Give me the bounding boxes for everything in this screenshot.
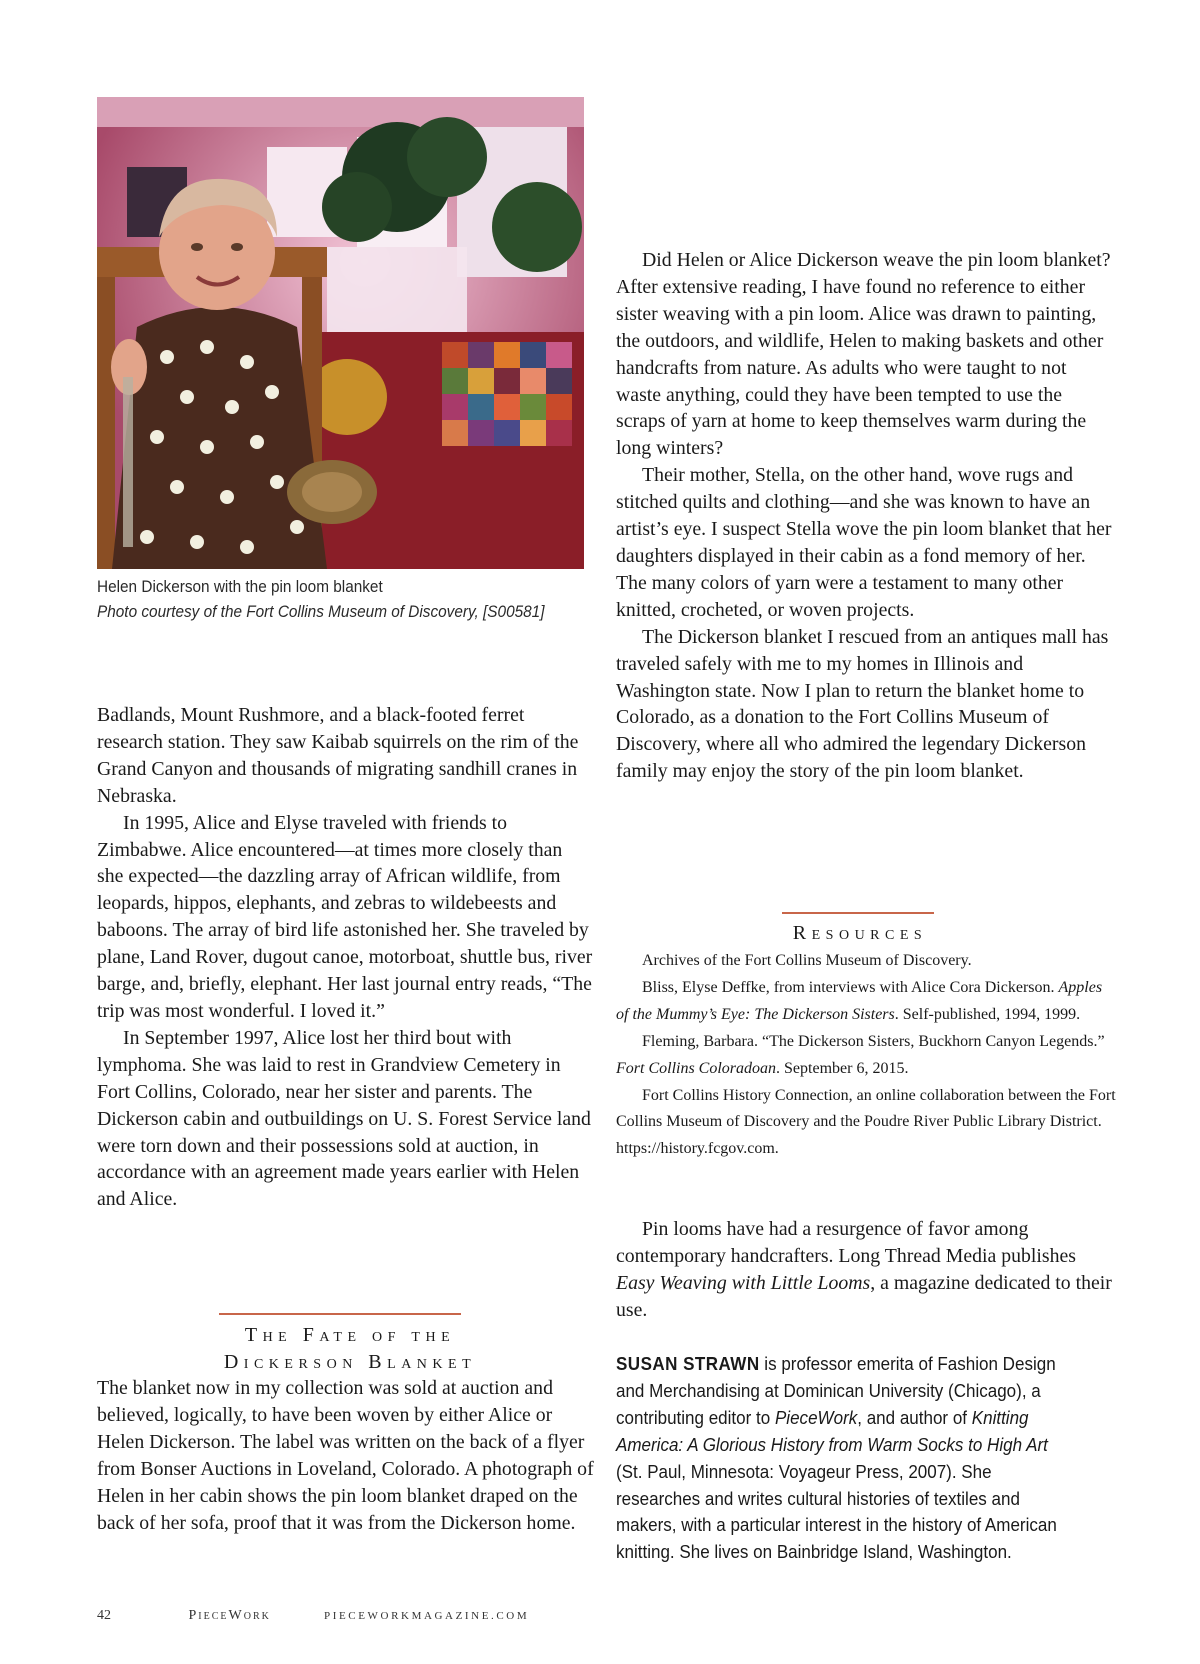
section-heading-line: The Fate of the [244,1324,456,1346]
resource-text: . Self-published, 1994, 1999. [894,1005,1081,1023]
resource-text: Fleming, Barbara. “The Dickerson Sisters, Buckhorn Canyon Legends.” [642,1032,1105,1050]
section-divider [219,1313,461,1315]
resource-item [616,975,1116,1029]
photo-helen-dickerson [97,97,584,569]
resource-item: Archives of the Fort Collins Museum of Discovery. [642,952,972,969]
resource-text: . September 6, 2015. [776,1059,909,1077]
author-name: SUSAN STRAWN [616,1353,760,1374]
fate-section-body [97,1375,597,1536]
page-number: 42 [97,1608,111,1623]
bio-title: PieceWork [774,1406,858,1428]
bio-text: (St. Paul, Minnesota: Voyageur Press, 2007). She researches and writes cultural histories of textiles and makers, with a particular interest in the history of American knitting. She lives on Bainbridge Island, Washington. [616,1460,1057,1563]
right-column [616,247,1116,785]
pin-looms-paragraph [616,1216,1116,1324]
caption-title: Helen Dickerson with the pin loom blanket [97,578,383,596]
paragraph: In September 1997, Alice lost her third bout with lymphoma. She was laid to rest in Grandview Cemetery in Fort Collins, Colorado, near her sister and parents. The Dickerson cabin and outbuildings on U. S. Forest Service land were torn down and their possessions sold at auction, in accordance with an agreement made years earlier with Helen and Alice. [97,1026,591,1211]
resource-item: Fort Collins History Connection, an online collaboration between the Fort Collins Museum of Discovery and the Poudre River Public Library District. https://history.fcgov.com. [616,1086,1116,1158]
resource-title: Fort Collins Coloradoan [616,1059,777,1077]
magazine-title: Easy Weaving with Little Looms [616,1271,871,1294]
photo-caption [97,575,562,625]
page-footer [97,1608,697,1624]
resources-list [616,948,1116,1163]
author-bio [616,1351,1076,1566]
paragraph: Their mother, Stella, on the other hand, wove rugs and stitched quilts and clothing—and she was known to have an artist’s eye. I suspect Stella wove the pin loom blanket that her daughters displayed in their cabin as a fond memory of her. The many colors of yarn were a testament to many other knitted, crocheted, or woven projects. [616,464,1112,621]
section-heading-resources [700,920,1020,947]
section-heading-line: Resources [792,922,928,944]
bio-text: , and author of [857,1406,972,1428]
paragraph [616,1216,1116,1324]
paragraph: Badlands, Mount Rushmore, and a black-footed ferret research station. They saw Kaibab squirrels on the rim of the Grand Canyon and thousands of migrating sandhill cranes in Nebraska. [97,704,579,807]
website: PIECEWORKMAGAZINE.COM [324,1610,530,1622]
resource-item [616,1029,1116,1083]
resource-text: Bliss, Elyse Deffke, from interviews with Alice Cora Dickerson. [642,978,1059,996]
publication-name: PieceWork [188,1608,271,1623]
paragraph-text: , a magazine dedicated to their use. [616,1271,1112,1321]
paragraph: The Dickerson blanket I rescued from an antiques mall has traveled safely with me to my homes in Illinois and Washington state. Now I plan to return the blanket home to Colorado, as a donation to the Fort Collins Museum of Discovery, where all who admired the legendary Dickerson family may enjoy the story of the pin loom blanket. [616,625,1109,783]
section-heading-fate [120,1322,580,1376]
section-heading-line: Dickerson Blanket [223,1351,477,1373]
section-divider [782,912,934,914]
caption-credit: Photo courtesy of the Fort Collins Museum of Discovery, [S00581] [97,603,545,621]
paragraph: Did Helen or Alice Dickerson weave the pin loom blanket? After extensive reading, I have found no reference to either sister weaving with a pin loom. Alice was drawn to painting, the outdoors, and wildlife, Helen to making baskets and other handcrafts from nature. As adults who were taught to not waste anything, could they have been tempted to use the scraps of yarn at home to keep themselves warm during the long winters? [616,249,1111,460]
paragraph: In 1995, Alice and Elyse traveled with friends to Zimbabwe. Alice encountered—at times more closely than she expected—the dazzling array of African wildlife, from leopards, hippos, elephants, and zebras to wildebeests and baboons. The array of bird life astonished her. She traveled by plane, Land Rover, dugout canoe, motorboat, shuttle bus, river barge, and, briefly, elephant. Her last journal entry reads, “The trip was most wonderful. I loved it.” [97,811,593,1022]
bio-title: Knitting America: A Glorious History from Warm Socks to High Art [616,1406,1048,1455]
bio-text: is professor emerita of Fashion Design and Merchandising at Dominican University (Chicago), a contributing editor to [616,1353,1056,1428]
paragraph: The blanket now in my collection was sold at auction and believed, logically, to have been woven by either Alice or Helen Dickerson. The label was written on the back of a flyer from Bonser Auctions in Loveland, Colorado. A photograph of Helen in her cabin shows the pin loom blanket draped on the back of her sofa, proof that it was from the Dickerson home. [97,1377,594,1534]
resource-title: Apples of the Mummy’s Eye: The Dickerson Sisters [616,978,1103,1023]
paragraph-text: Pin looms have had a resurgence of favor among contemporary handcrafters. Long Thread Media publishes [616,1218,1076,1267]
left-column [97,702,593,1213]
